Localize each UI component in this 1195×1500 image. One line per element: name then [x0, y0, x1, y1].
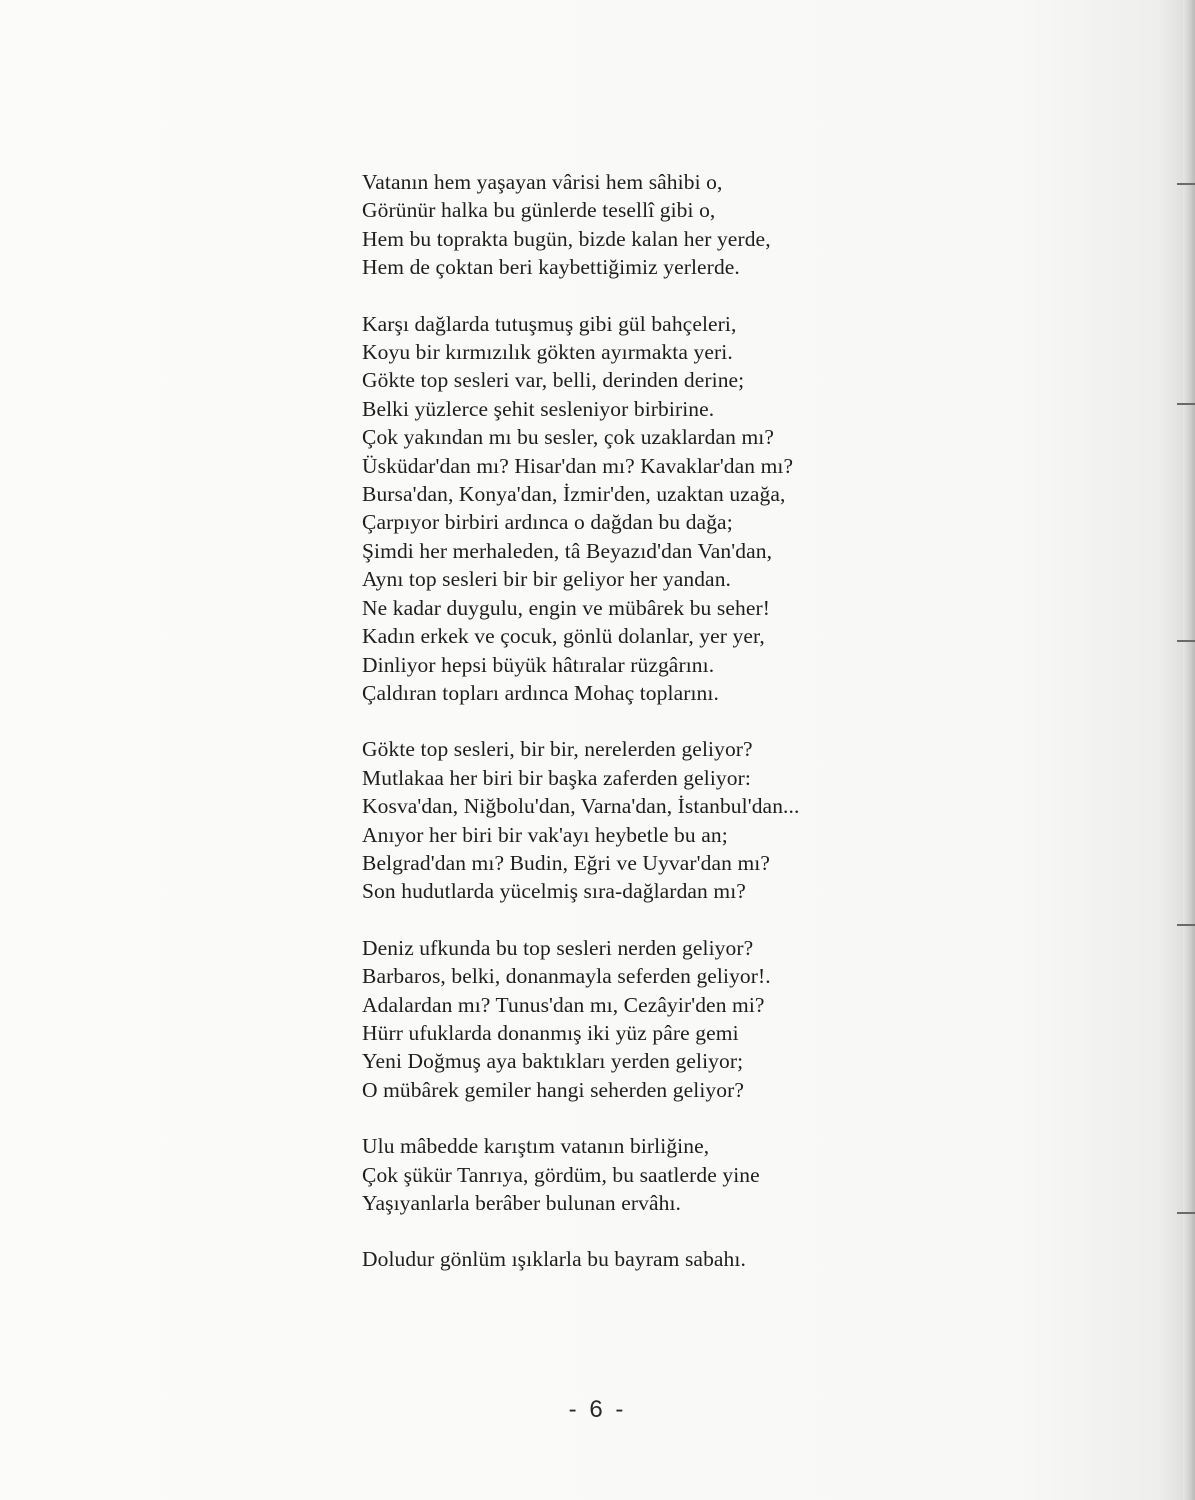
page-edge — [1183, 0, 1195, 1500]
poem-line: Hürr ufuklarda donanmış iki yüz pâre gemi — [362, 1020, 739, 1045]
edge-mark — [1177, 403, 1195, 405]
poem-line: Anıyor her biri bir vak'ayı heybetle bu an; — [362, 822, 728, 847]
stanza-4 — [362, 934, 922, 1104]
poem-line: Çaldıran topları ardınca Mohaç toplarını. — [362, 680, 719, 705]
poem-line: Yeni Doğmuş aya baktıkları yerden geliyor; — [362, 1049, 744, 1074]
poem-line: Koyu bir kırmızılık gökten ayırmakta yeri. — [362, 340, 733, 365]
poem-line: Hem de çoktan beri kaybettiğimiz yerlerde. — [362, 255, 740, 280]
poem-line: Belgrad'dan mı? Budin, Eğri ve Uyvar'dan mı? — [362, 850, 770, 875]
edge-mark — [1177, 640, 1195, 642]
poem-line: Doludur gönlüm ışıklarla bu bayram sabahı. — [362, 1247, 746, 1272]
poem-line: Son hudutlarda yücelmiş sıra-dağlardan mı? — [362, 879, 746, 904]
poem-line: Şimdi her merhaleden, tâ Beyazıd'dan Van'dan, — [362, 538, 773, 563]
stanza-5 — [362, 1132, 922, 1217]
poem-line: Dinliyor hepsi büyük hâtıralar rüzgârını. — [362, 652, 715, 677]
poem-line: Hem bu toprakta bugün, bizde kalan her yerde, — [362, 226, 771, 251]
poem-line: Deniz ufkunda bu top sesleri nerden geliyor? — [362, 935, 754, 960]
poem-line: Belki yüzlerce şehit sesleniyor birbirine. — [362, 396, 715, 421]
poem-line: Çarpıyor birbiri ardınca o dağdan bu dağa; — [362, 510, 733, 535]
stanza-2 — [362, 310, 922, 708]
page-number: - 6 - — [568, 1396, 627, 1423]
poem-line: Çok yakından mı bu sesler, çok uzaklardan mı? — [362, 425, 775, 450]
stanza-1 — [362, 168, 922, 282]
poem-line: Yaşıyanlarla berâber bulunan ervâhı. — [362, 1191, 682, 1215]
poem-line: Gökte top sesleri, bir bir, nerelerden geliyor? — [362, 737, 753, 762]
poem-line: Bursa'dan, Konya'dan, İzmir'den, uzaktan uzağa, — [362, 482, 786, 507]
poem-line: Gökte top sesleri var, belli, derinden derine; — [362, 368, 745, 393]
poem-line: Ne kadar duygulu, engin ve mübârek bu seher! — [362, 595, 770, 620]
poem-line: Kosva'dan, Niğbolu'dan, Varna'dan, İstanbul'dan... — [362, 794, 800, 819]
edge-mark — [1177, 924, 1195, 926]
poem-line: Kadın erkek ve çocuk, gönlü dolanlar, yer yer, — [362, 624, 765, 649]
poem-line: Karşı dağlarda tutuşmuş gibi gül bahçeleri, — [362, 311, 737, 336]
poem-line: Üsküdar'dan mı? Hisar'dan mı? Kavaklar'dan mı? — [362, 453, 794, 478]
edge-mark — [1177, 1212, 1195, 1214]
edge-mark — [1177, 183, 1195, 185]
poem-line: Çok şükür Tanrıya, gördüm, bu saatlerde yine — [362, 1162, 760, 1187]
poem-line: Mutlakaa her biri bir başka zaferden geliyor: — [362, 765, 751, 790]
poem — [362, 168, 922, 1302]
poem-line: Adalardan mı? Tunus'dan mı, Cezâyir'den mi? — [362, 992, 765, 1017]
stanza-6 — [362, 1245, 922, 1273]
poem-line: Aynı top sesleri bir bir geliyor her yandan. — [362, 567, 732, 592]
stanza-3 — [362, 735, 922, 905]
poem-line: Görünür halka bu günlerde tesellî gibi o, — [362, 198, 716, 223]
poem-line: Vatanın hem yaşayan vârisi hem sâhibi o, — [362, 170, 723, 194]
poem-line: Barbaros, belki, donanmayla seferden geliyor!. — [362, 964, 771, 989]
poem-line: Ulu mâbedde karıştım vatanın birliğine, — [362, 1134, 710, 1159]
poem-line: O mübârek gemiler hangi seherden geliyor? — [362, 1077, 744, 1102]
